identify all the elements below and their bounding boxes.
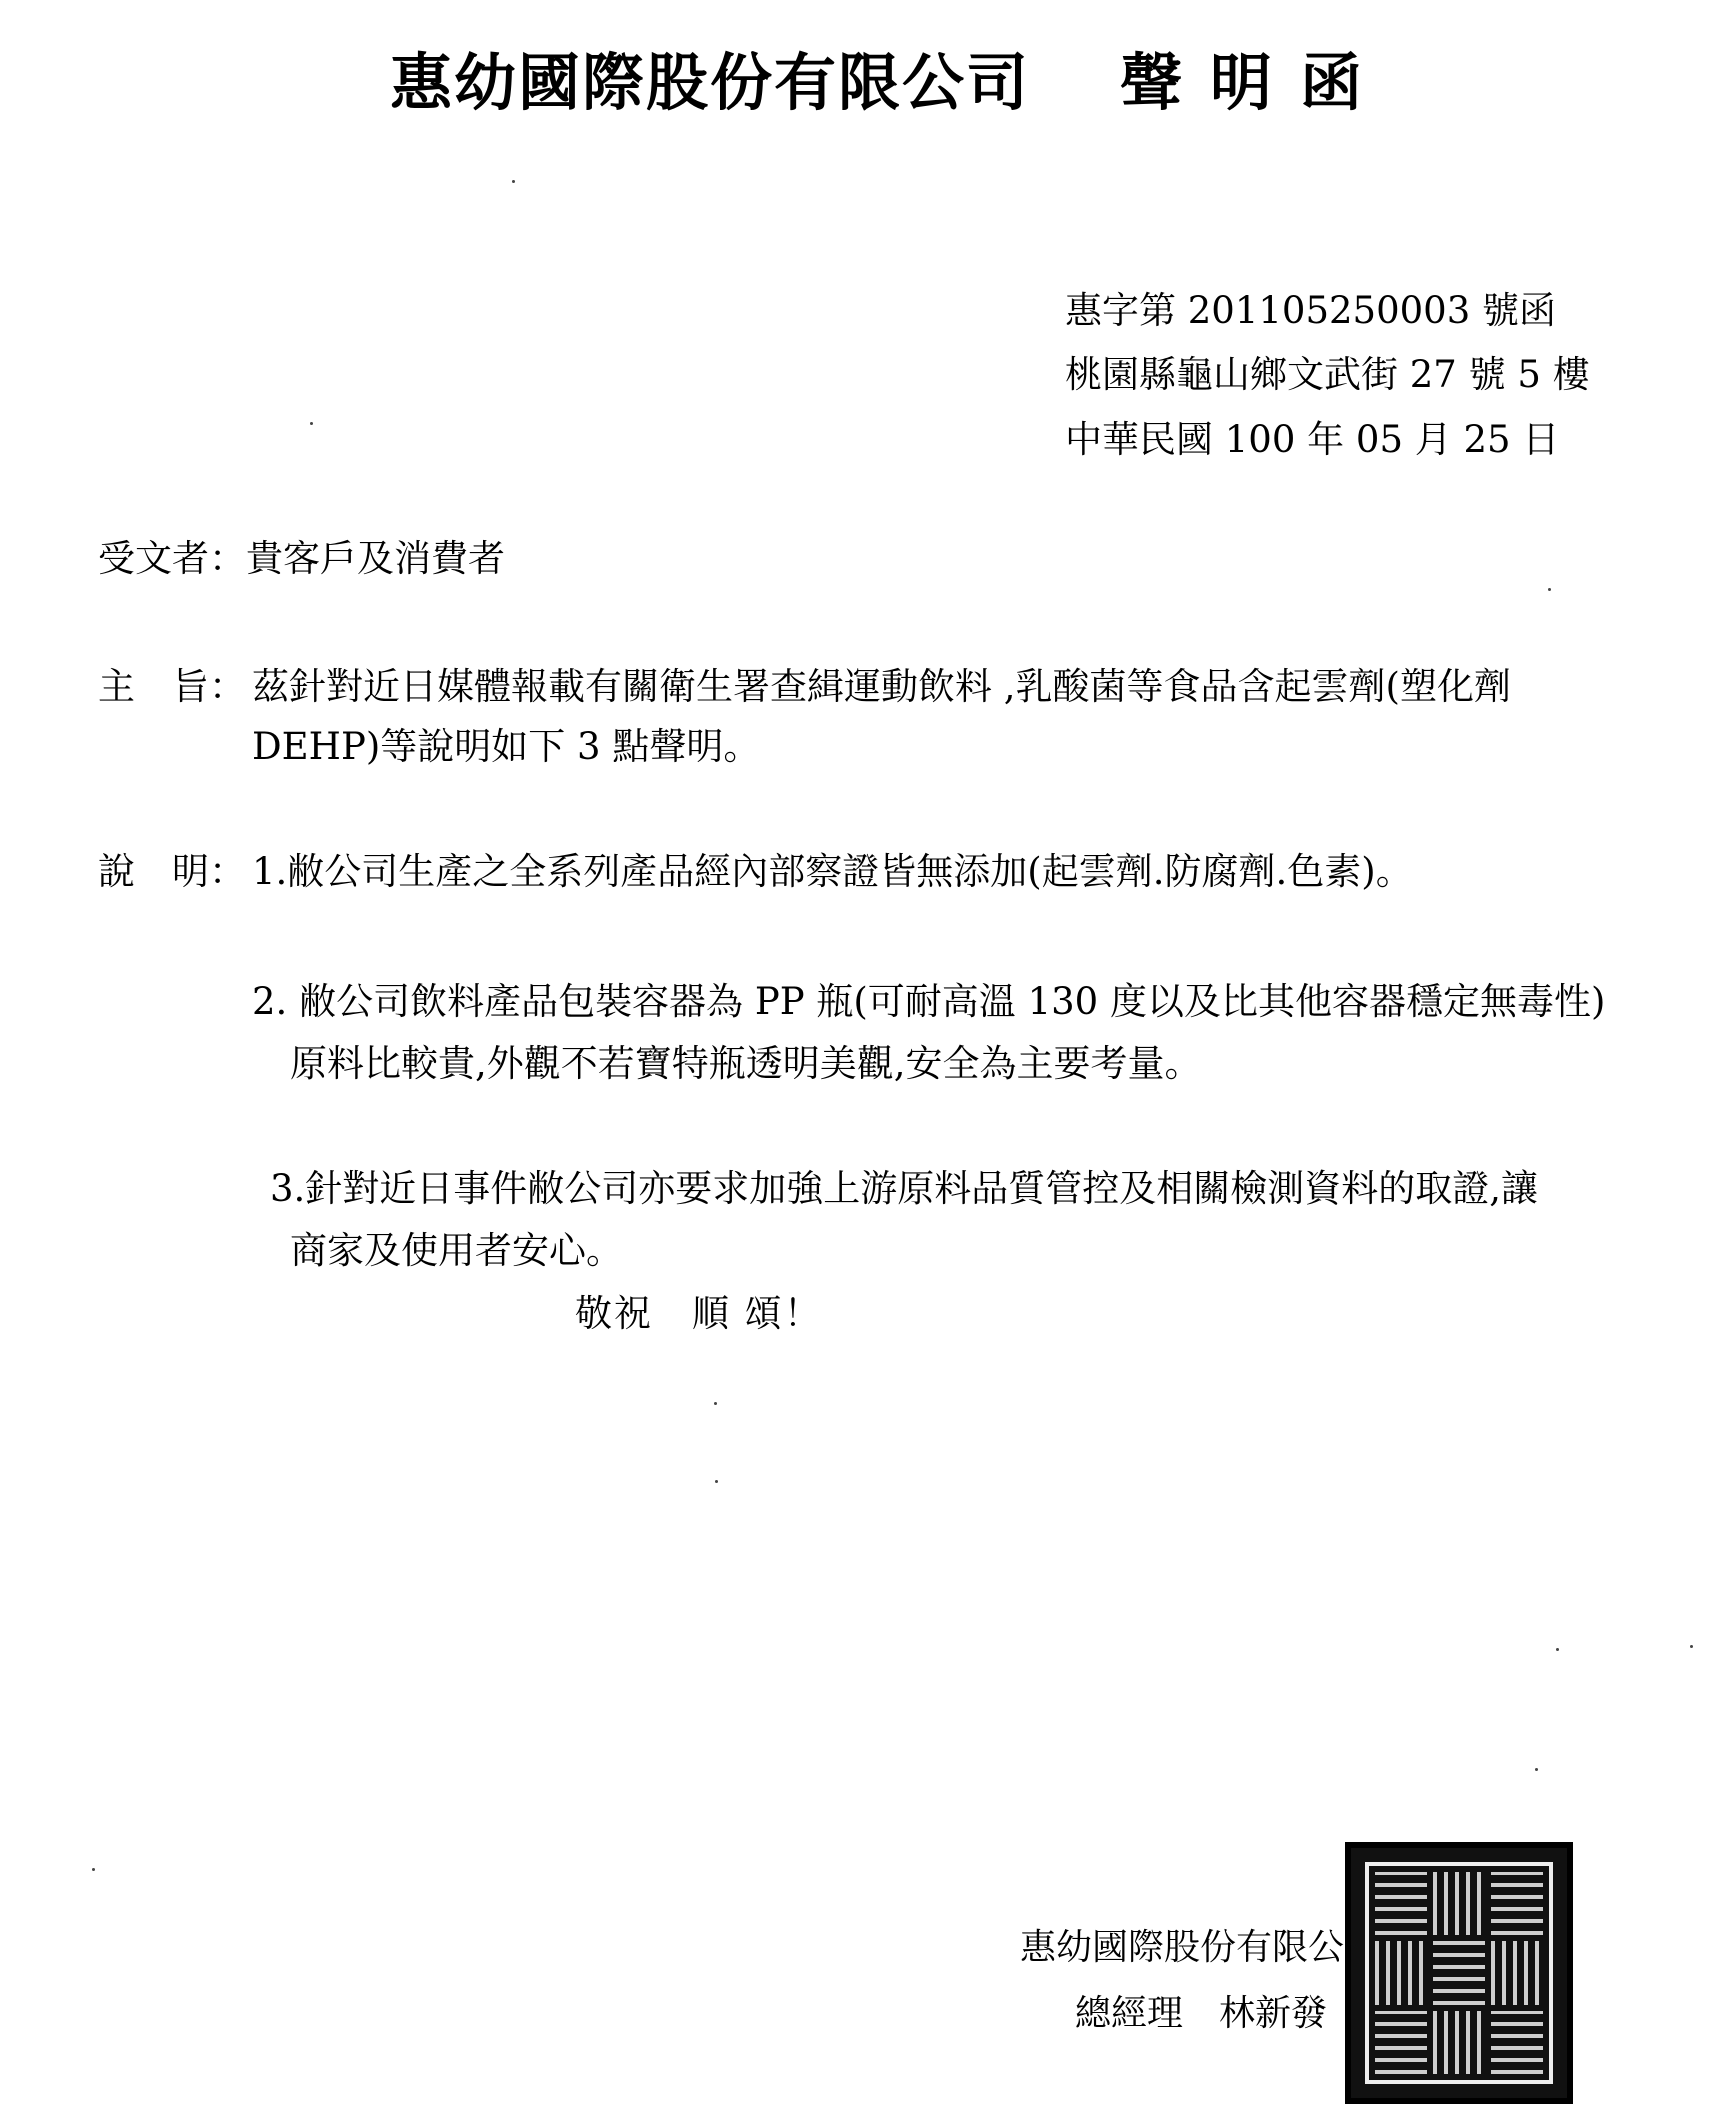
recipient-value: 貴客戶及消費者 — [246, 537, 505, 580]
letter-title — [390, 46, 1391, 119]
description-label: 說 明： — [98, 850, 246, 893]
subject-label: 主 旨： — [98, 665, 246, 708]
seal-glyph — [1375, 1872, 1427, 1935]
signature-company: 惠幼國際股份有限公 — [1020, 1927, 1345, 1968]
scan-speck — [512, 180, 515, 183]
seal-glyph — [1491, 1941, 1543, 2004]
seal-glyph — [1433, 1941, 1485, 2004]
scan-speck — [715, 1480, 718, 1483]
scan-speck — [310, 422, 313, 425]
description-item-1: 1.敝公司生產之全系列產品經內部察證皆無添加(起雲劑.防腐劑.色素)。 — [252, 850, 1413, 893]
description-item-2-line-2: 原料比較貴,外觀不若寶特瓶透明美觀,安全為主要考量。 — [290, 1042, 1202, 1085]
subject-text-line-1: 茲針對近日媒體報載有關衛生署查緝運動飲料 ,乳酸菌等食品含起雲劑(塑化劑 — [252, 665, 1511, 708]
scan-speck — [1556, 1648, 1559, 1651]
description-item-2-line-1: 2. 敝公司飲料產品包裝容器為 PP 瓶(可耐高溫 130 度以及比其他容器穩定無毒性) — [252, 980, 1606, 1023]
subject-text-line-2: DEHP)等說明如下 3 點聲明。 — [252, 725, 761, 768]
scan-speck — [1690, 1645, 1693, 1648]
document-type-heading: 聲明函 — [1120, 46, 1391, 119]
signature-general-manager: 總經理 林新發 — [1075, 1993, 1328, 2034]
seal-glyph — [1375, 2011, 1427, 2074]
scan-speck — [1535, 1768, 1538, 1771]
seal-glyph — [1433, 2011, 1485, 2074]
description-item-3-line-1: 3.針對近日事件敝公司亦要求加強上游原料品質管控及相關檢測資料的取證,讓 — [270, 1167, 1539, 1210]
company-name-heading: 惠幼國際股份有限公司 — [390, 46, 1031, 119]
seal-glyph — [1433, 1872, 1485, 1935]
letter-date: 中華民國 100 年 05 月 25 日 — [1065, 418, 1560, 461]
scan-speck — [1548, 588, 1551, 591]
closing-salutation: 敬祝 順 頌！ — [575, 1292, 823, 1335]
company-seal-icon — [1345, 1842, 1573, 2104]
seal-glyph — [1491, 2011, 1543, 2074]
reference-number: 惠字第 201105250003 號函 — [1065, 289, 1557, 332]
seal-glyph — [1375, 1941, 1427, 2004]
scan-speck — [92, 1868, 95, 1871]
scan-speck — [714, 1402, 717, 1405]
recipient-line — [98, 537, 505, 580]
company-address: 桃園縣龜山鄉文武街 27 號 5 樓 — [1065, 353, 1590, 396]
seal-characters — [1375, 1872, 1543, 2074]
description-item-3-line-2: 商家及使用者安心。 — [290, 1229, 623, 1272]
recipient-label: 受文者： — [98, 537, 246, 580]
seal-glyph — [1491, 1872, 1543, 1935]
